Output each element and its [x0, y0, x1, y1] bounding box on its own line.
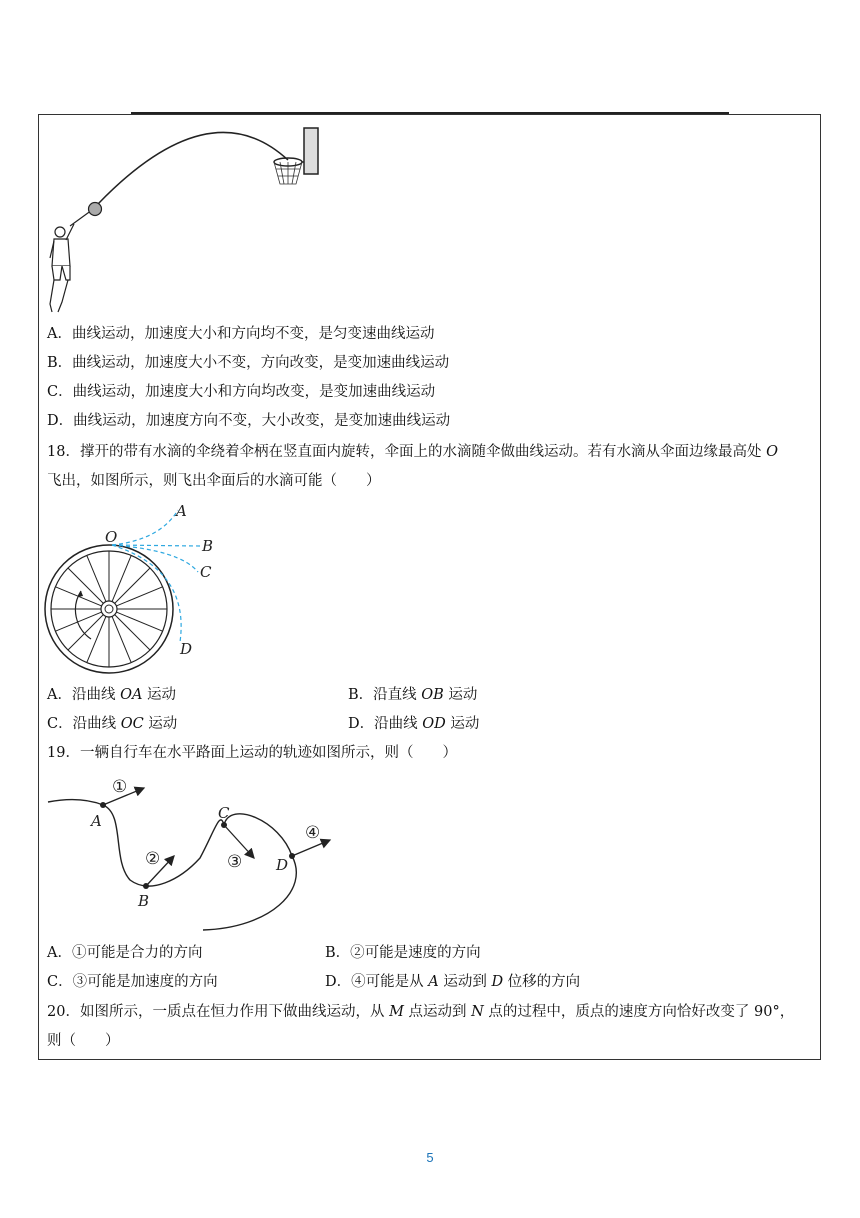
label-3: ③ — [227, 852, 243, 872]
q18-stem-line2: 飞出，如图所示，则飞出伞面后的水滴可能（ ） — [47, 473, 381, 489]
player-figure — [50, 224, 74, 312]
path-ob — [112, 545, 200, 546]
q18-option-d-post: 运动 — [445, 716, 480, 732]
q18-option-a-pre: A．沿曲线 — [47, 687, 121, 703]
label-1: ① — [112, 777, 128, 797]
trajectory-curve — [48, 800, 296, 930]
label-d: D — [180, 640, 193, 658]
q17-option-d: D．曲线运动，加速度方向不变，大小改变，是变加速曲线运动 — [47, 413, 451, 429]
q18-option-a-var: OA — [120, 687, 143, 703]
umbrella-spoke — [116, 612, 162, 631]
basketball-figure — [40, 108, 330, 318]
label-a: A — [176, 502, 187, 520]
page-number: 5 — [426, 1150, 434, 1165]
q17-option-c: C．曲线运动，加速度大小和方向均改变，是变加速曲线运动 — [47, 384, 436, 400]
q18-option-b-pre: B．沿直线 — [348, 687, 422, 703]
q18-option-c-var: OC — [120, 716, 144, 732]
arm-to-ball — [70, 210, 92, 226]
label-c: C — [218, 804, 230, 822]
umbrella-spoke — [116, 587, 162, 606]
q18-stem-line1 — [47, 442, 778, 462]
q19-option-d-var-a: A — [428, 974, 439, 990]
q19-option-a: A．①可能是合力的方向 — [47, 945, 203, 961]
path-oa — [112, 510, 178, 545]
label-d: D — [276, 856, 289, 874]
backboard — [304, 128, 318, 174]
umbrella-spoke — [55, 612, 101, 631]
umbrella-spoke — [112, 555, 131, 601]
q20-text-c: 点的过程中，质点的速度方向恰好改变了 90°， — [483, 1004, 795, 1020]
umbrella-wheel — [45, 545, 173, 673]
q18-option-d-pre: D．沿曲线 — [348, 716, 423, 732]
q18-option-b — [348, 685, 477, 705]
q19-option-c: C．③可能是加速度的方向 — [47, 974, 218, 990]
umbrella-spoke — [115, 615, 150, 650]
label-c: C — [200, 563, 212, 581]
q20-var-n: N — [471, 1004, 484, 1020]
label-o: O — [105, 528, 118, 546]
path-oc — [112, 545, 198, 572]
label-b: B — [202, 537, 214, 555]
q19-option-d-var-d: D — [491, 974, 504, 990]
umbrella-spoke — [87, 555, 106, 601]
basketball — [89, 203, 102, 216]
q18-option-a-post: 运动 — [142, 687, 177, 703]
umbrella-spoke — [115, 568, 150, 603]
umbrella-spoke — [112, 616, 131, 662]
bicycle-trajectory-figure — [40, 770, 350, 935]
q19-stem: 19．一辆自行车在水平路面上运动的轨迹如图所示，则（ ） — [47, 745, 457, 761]
q18-option-d-var: OD — [422, 716, 446, 732]
q18-var-o: O — [766, 444, 778, 460]
umbrella-spoke — [68, 568, 103, 603]
q20-var-m: M — [389, 1004, 404, 1020]
label-b: B — [138, 892, 150, 910]
label-a: A — [91, 812, 102, 830]
q19-option-d-pre: D．④可能是从 — [325, 974, 429, 990]
q18-option-b-post: 运动 — [443, 687, 478, 703]
umbrella-spoke — [87, 616, 106, 662]
q19-option-b: B．②可能是速度的方向 — [325, 945, 481, 961]
label-2: ② — [145, 849, 161, 869]
q19-option-d — [325, 972, 580, 992]
label-4: ④ — [305, 823, 321, 843]
q18-option-c-pre: C．沿曲线 — [47, 716, 121, 732]
q17-option-a: A．曲线运动，加速度大小和方向均不变，是匀变速曲线运动 — [47, 326, 435, 342]
q18-option-a — [47, 685, 176, 705]
umbrella-spoke — [68, 615, 103, 650]
q20-text-b: 点运动到 — [403, 1004, 472, 1020]
q20-text-a: 20．如图所示，一质点在恒力作用下做曲线运动，从 — [47, 1004, 390, 1020]
q18-option-d — [348, 714, 479, 734]
q18-option-c-post: 运动 — [143, 716, 178, 732]
q20-stem-line2: 则（ ） — [47, 1033, 120, 1049]
umbrella-figure — [40, 500, 240, 665]
q20-stem-line1 — [47, 1002, 794, 1022]
q19-option-d-mid: 运动到 — [438, 974, 492, 990]
q18-option-c — [47, 714, 177, 734]
ball-trajectory — [98, 132, 288, 204]
q19-option-d-post: 位移的方向 — [503, 974, 581, 990]
q18-stem-text: 18．撑开的带有水滴的伞绕着伞柄在竖直面内旋转，伞面上的水滴随伞做曲线运动。若有水滴从伞面边缘最高处 — [47, 444, 767, 460]
q17-option-b: B．曲线运动，加速度大小不变，方向改变，是变加速曲线运动 — [47, 355, 450, 371]
q18-option-b-var: OB — [421, 687, 444, 703]
points — [100, 802, 295, 889]
